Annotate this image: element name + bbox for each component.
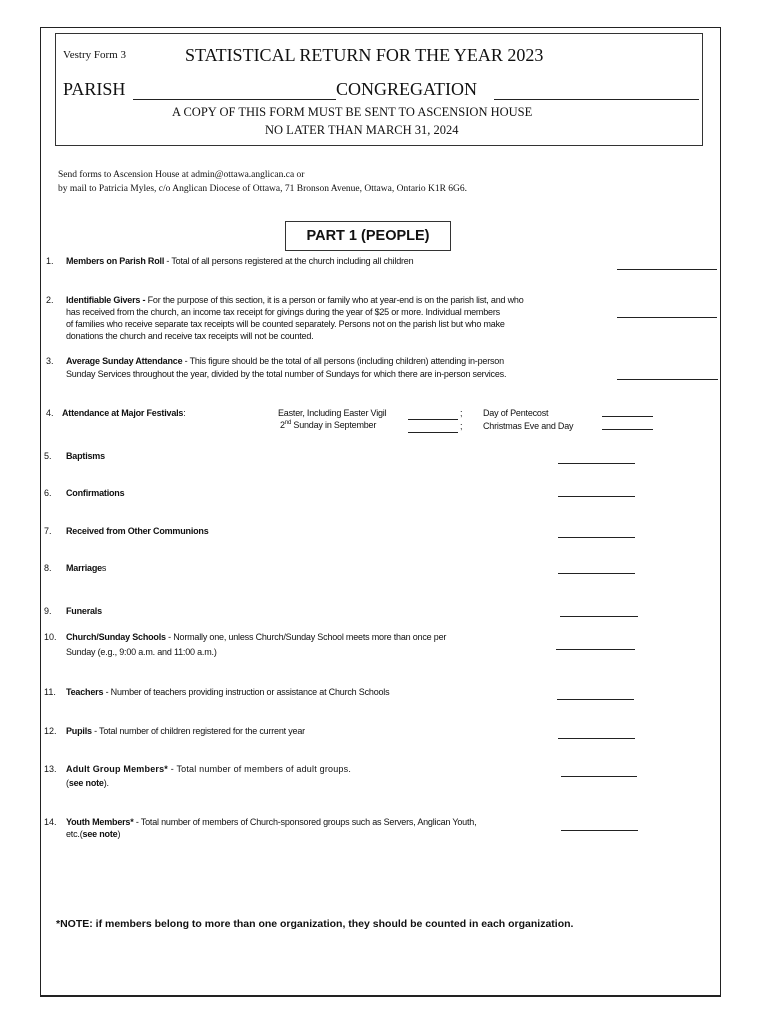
item-label: Church/Sunday Schools: [66, 632, 166, 642]
received-other-communions-field[interactable]: [558, 537, 635, 538]
congregation-field[interactable]: [494, 99, 699, 100]
item-desc-line: has received from the church, an income tax receipt for givings during the year of $25 or more. Individual members: [66, 307, 500, 317]
item-number: 6.: [44, 488, 52, 498]
form-title: STATISTICAL RETURN FOR THE YEAR 2023: [185, 45, 544, 65]
item-desc-line: donations the church and receive tax receipts will not be counted.: [66, 331, 314, 341]
adult-group-members-field[interactable]: [561, 776, 637, 777]
item-identifiable-givers: [66, 295, 524, 305]
part-title: PART 1 (PEOPLE): [285, 221, 451, 251]
item-number: 4.: [46, 408, 54, 418]
item-confirmations: [66, 488, 124, 498]
youth-members-field[interactable]: [561, 830, 638, 831]
congregation-label: CONGREGATION: [336, 79, 477, 99]
item-number: 10.: [44, 632, 57, 642]
copy-notice-line1: A COPY OF THIS FORM MUST BE SENT TO ASCENSION HOUSE: [172, 105, 533, 119]
item-attendance-major-festivals: Attendance at Major Festivals:: [62, 408, 186, 418]
item-desc-line: (see note).: [66, 778, 109, 788]
item-number: 7.: [44, 526, 52, 536]
item-desc: - Total number of members of adult groups.: [168, 764, 352, 774]
identifiable-givers-field[interactable]: [617, 317, 717, 318]
item-number: 5.: [44, 451, 52, 461]
second-sunday-september-field[interactable]: [408, 432, 458, 433]
item-desc: - Total of all persons registered at the church including all children: [164, 256, 414, 266]
second-sunday-september-label: 2nd Sunday in September: [280, 420, 377, 430]
item-number: 2.: [46, 295, 54, 305]
funerals-field[interactable]: [560, 616, 638, 617]
item-members-parish-roll: [66, 256, 413, 266]
item-label: Adult Group Members*: [66, 764, 169, 774]
item-desc: For the purpose of this section, it is a person or family who at year-end is on the parish list, and who: [145, 295, 524, 305]
item-number: 13.: [44, 764, 57, 774]
copy-notice-line2: NO LATER THAN MARCH 31, 2024: [265, 123, 459, 137]
item-desc-line: of families who receive separate tax receipts will be counted separately. Persons not on the parish list but who make: [66, 319, 505, 329]
pentecost-label: Day of Pentecost: [483, 408, 549, 418]
item-label: Received from Other Communions: [66, 526, 209, 536]
item-desc: - Normally one, unless Church/Sunday School meets more than once per: [165, 632, 447, 642]
parish-field[interactable]: [133, 99, 336, 100]
teachers-field[interactable]: [557, 699, 634, 700]
item-youth-members: [66, 817, 476, 827]
item-teachers: [66, 687, 389, 697]
item-desc: - Number of teachers providing instruction or assistance at Church Schools: [103, 687, 390, 697]
footnote: *NOTE: if members belong to more than one organization, they should be counted in each organization.: [56, 918, 574, 930]
item-label: Average Sunday Attendance: [66, 356, 183, 366]
parish-label: PARISH: [63, 79, 126, 99]
confirmations-field[interactable]: [558, 496, 635, 497]
item-number: 1.: [46, 256, 54, 266]
members-parish-roll-field[interactable]: [617, 269, 717, 270]
item-number: 8.: [44, 563, 52, 573]
item-label: Confirmations: [66, 488, 125, 498]
item-number: 11.: [44, 687, 56, 697]
send-instructions-line2: by mail to Patricia Myles, c/o Anglican Diocese of Ottawa, 71 Bronson Avenue, Ottawa, Ontario K1R 6G6.: [58, 184, 468, 194]
item-average-sunday-attendance: [66, 356, 504, 366]
item-label: Members on Parish Roll: [66, 256, 165, 266]
separator: ;: [460, 408, 463, 418]
item-received-other-communions: [66, 526, 209, 536]
item-number: 9.: [44, 606, 52, 616]
item-label: Teachers: [66, 687, 104, 697]
item-desc: - This figure should be the total of all persons (including children) attending in-person: [182, 356, 504, 366]
christmas-label: Christmas Eve and Day: [483, 421, 574, 431]
item-label: Youth Members*: [66, 817, 134, 827]
pupils-field[interactable]: [558, 738, 635, 739]
item-number: 3.: [46, 356, 54, 366]
item-number: 12.: [44, 726, 57, 736]
item-pupils: [66, 726, 305, 736]
christmas-field[interactable]: [602, 429, 653, 430]
marriages-field[interactable]: [558, 573, 635, 574]
item-label: Baptisms: [66, 451, 105, 461]
item-number: 14.: [44, 817, 57, 827]
separator: ;: [460, 421, 463, 431]
pentecost-field[interactable]: [602, 416, 653, 417]
easter-field[interactable]: [408, 419, 458, 420]
average-sunday-attendance-field[interactable]: [617, 379, 718, 380]
item-label: Marriage: [66, 563, 102, 573]
item-desc-line: Sunday (e.g., 9:00 a.m. and 11:00 a.m.): [66, 647, 217, 657]
vestry-form-label: Vestry Form 3: [63, 49, 126, 61]
item-funerals: [66, 606, 102, 616]
baptisms-field[interactable]: [558, 463, 635, 464]
item-label: Pupils: [66, 726, 92, 736]
item-marriages: Marriages: [66, 563, 107, 573]
item-label: Attendance at Major Festivals: [62, 408, 184, 418]
send-instructions-line1: Send forms to Ascension House at admin@ottawa.anglican.ca or: [58, 170, 305, 180]
item-church-sunday-schools: [66, 632, 446, 642]
church-sunday-schools-field[interactable]: [556, 649, 635, 650]
item-label: Funerals: [66, 606, 102, 616]
easter-label: Easter, Including Easter Vigil: [278, 408, 387, 418]
item-adult-group-members: [66, 764, 351, 774]
item-desc: - Total number of children registered for the current year: [91, 726, 305, 736]
item-desc: - Total number of members of Church-sponsored groups such as Servers, Anglican Youth,: [133, 817, 477, 827]
item-desc-line: Sunday Services throughout the year, divided by the total number of Sundays for which there are in-person services.: [66, 369, 507, 379]
item-label: Identifiable Givers -: [66, 295, 146, 305]
item-baptisms: [66, 451, 105, 461]
item-desc-line: etc.(see note): [66, 829, 121, 839]
